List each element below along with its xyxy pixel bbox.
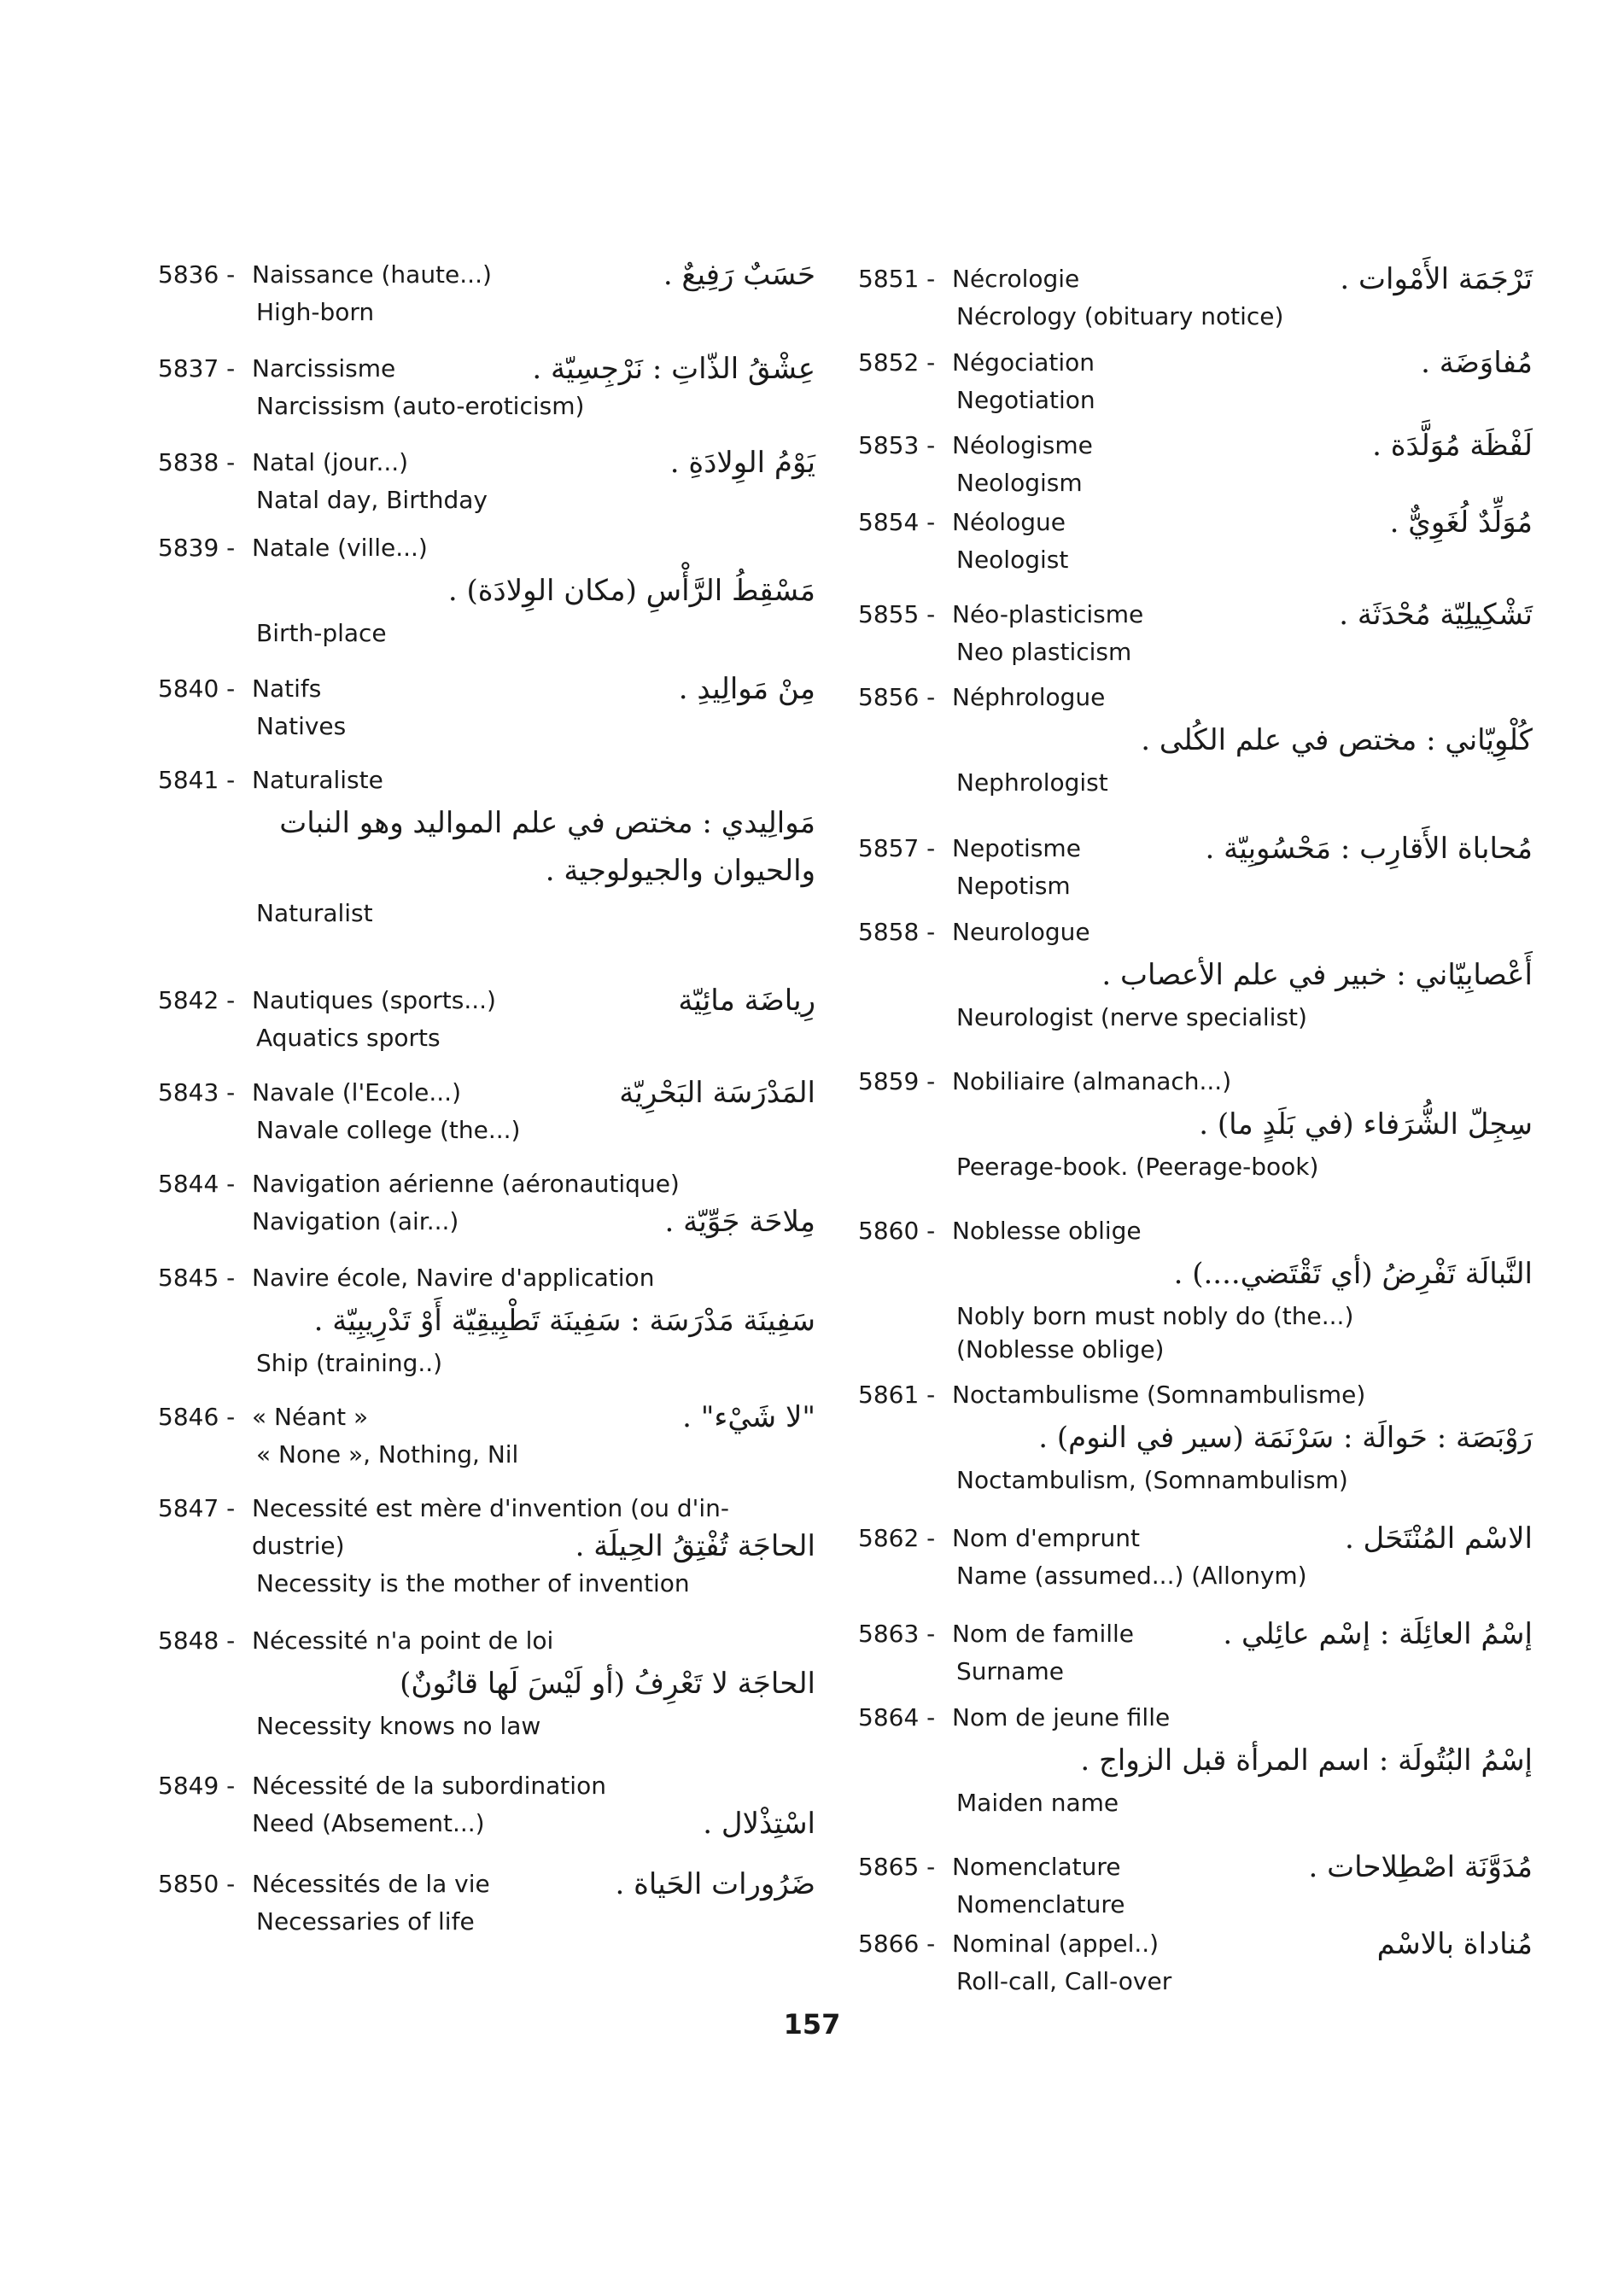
entry-english: Nobly born must nobly do (the...) <box>956 1302 1354 1330</box>
entry-5849 <box>158 1767 815 1842</box>
entry-english: Surname <box>956 1657 1064 1685</box>
entry-english: Nécrology (obituary notice) <box>956 302 1284 330</box>
entry-headword: Négociation <box>952 348 1095 377</box>
entry-headword: Néphrologue <box>952 683 1106 711</box>
entry-number: 5864 - <box>858 1703 936 1731</box>
entry-number: 5859 - <box>858 1067 936 1095</box>
entry-5850 <box>158 1866 815 1941</box>
entry-5844 <box>158 1165 815 1241</box>
entry-number: 5841 - <box>158 766 236 794</box>
entry-arabic: سَفِينَة مَدْرَسَة : سَفِينَة تَطْبِيقِيّة أَوْ تَدْرِيبِيّة . <box>313 1304 815 1338</box>
entry-5864 <box>858 1699 1533 1822</box>
entry-english: Birth-place <box>256 619 387 647</box>
entry-number: 5837 - <box>158 354 236 382</box>
entry-arabic: مِلاحَة جَوِّيّة . <box>664 1205 815 1239</box>
entry-headword: Navale (l'Ecole...) <box>252 1078 461 1106</box>
entry-headword: Natale (ville...) <box>252 534 428 562</box>
entry-arabic: إسْمُ البُتُولَة : اسم المرأة قبل الزواج . <box>1080 1743 1533 1778</box>
entry-arabic: لَفْظَة مُوَلَّدَة . <box>1372 429 1533 463</box>
entry-headword: Natal (jour...) <box>252 448 409 476</box>
entry-number: 5866 - <box>858 1930 936 1958</box>
entry-arabic: كُلْوِيّاني : مختص في علم الكُلى . <box>1141 723 1533 757</box>
entry-english: Name (assumed...) (Allonym) <box>956 1562 1307 1590</box>
entry-headword: Nécessité n'a point de loi <box>252 1626 554 1655</box>
entry-number: 5856 - <box>858 683 936 711</box>
entry-5842 <box>158 982 815 1057</box>
entry-english: Navale college (the...) <box>256 1116 521 1144</box>
entry-5840 <box>158 670 815 745</box>
entry-5846 <box>158 1398 815 1474</box>
entry-5857 <box>858 830 1533 905</box>
entry-arabic: تَشْكِيلِيّة مُحْدَثَة . <box>1339 598 1533 632</box>
entry-5860 <box>858 1212 1533 1364</box>
entry-arabic: الاسْم المُنْتَحَل . <box>1344 1521 1533 1556</box>
entry-headword: Naturaliste <box>252 766 383 794</box>
entry-english: Need (Absement...) <box>252 1809 485 1837</box>
entry-5847 <box>158 1490 815 1603</box>
entry-number: 5865 - <box>858 1853 936 1881</box>
entry-english: High-born <box>256 298 375 326</box>
entry-english: Roll-call, Call-over <box>956 1967 1172 1995</box>
entry-english: Neurologist (nerve specialist) <box>956 1003 1307 1031</box>
entry-5863 <box>858 1615 1533 1690</box>
entry-5853 <box>858 427 1533 502</box>
entry-headword: Necessité est mère d'invention (ou d'in- <box>252 1494 729 1522</box>
entry-english: Ship (training..) <box>256 1349 443 1377</box>
entry-arabic: رَوْبَصَة : حَوالَة : سَرْنَمَة (سير في النوم) . <box>1038 1421 1533 1455</box>
entry-english: Natives <box>256 712 347 740</box>
entry-number: 5850 - <box>158 1870 236 1898</box>
entry-english: Natal day, Birthday <box>256 486 488 514</box>
entry-5866 <box>858 1925 1533 2000</box>
entry-arabic: مَسْقِطُ الرَّأْسِ (مكان الوِلادَة) . <box>447 574 815 608</box>
entry-arabic: مُدَوَّنَة اصْطِلاحات . <box>1308 1850 1533 1884</box>
entry-number: 5843 - <box>158 1078 236 1106</box>
entry-english: Necessity is the mother of invention <box>256 1569 690 1597</box>
entry-headword: Néologue <box>952 508 1066 536</box>
entry-arabic: إسْمُ العائِلَة : إسْم عائِلي . <box>1223 1617 1533 1651</box>
entry-arabic: الحاجَة لا تَعْرِفُ (أو لَيْسَ لَها قانُونٌ) <box>400 1667 815 1701</box>
entry-5861 <box>858 1376 1533 1499</box>
entry-arabic: عِشْقُ الذّاتِ : نَرْجِسِيّة . <box>532 352 815 386</box>
entry-headword-cont: dustrie) <box>252 1532 345 1560</box>
entry-headword: Neurologue <box>952 918 1090 946</box>
entry-english: Nomenclature <box>956 1890 1125 1918</box>
entry-english: Peerage-book. (Peerage-book) <box>956 1153 1319 1181</box>
entry-5851 <box>858 260 1533 336</box>
entry-headword: Néo-plasticisme <box>952 600 1144 628</box>
entry-headword: Navigation aérienne (aéronautique) <box>252 1170 680 1198</box>
entry-number: 5857 - <box>858 834 936 862</box>
entry-number: 5838 - <box>158 448 236 476</box>
entry-arabic: مُناداة بالاسْم <box>1376 1927 1533 1961</box>
entry-arabic: اسْتِذْلال . <box>703 1807 815 1841</box>
entry-arabic: تَرْجَمَة الأَمْوات . <box>1340 262 1533 296</box>
entry-headword: Nom de jeune fille <box>952 1703 1171 1731</box>
entry-number: 5844 - <box>158 1170 236 1198</box>
entry-headword: Noctambulisme (Somnambulisme) <box>952 1381 1366 1409</box>
entry-number: 5847 - <box>158 1494 236 1522</box>
entry-headword: Nécessité de la subordination <box>252 1772 606 1800</box>
entry-headword: Navire école, Navire d'application <box>252 1264 655 1292</box>
entry-5859 <box>858 1063 1533 1186</box>
entry-english: Neologist <box>956 546 1069 574</box>
entry-5854 <box>858 504 1533 579</box>
entry-arabic: مُوَلِّدٌ لُغَوِيٌّ . <box>1389 505 1533 540</box>
entry-arabic: المَدْرَسَة البَحْرِيّة <box>619 1076 815 1110</box>
entry-headword: Nautiques (sports...) <box>252 986 496 1014</box>
entry-arabic: الحاجَة تُفْتِقُ الحِيلَة . <box>575 1529 815 1563</box>
entry-arabic: مِنْ مَوالِيدِ . <box>678 672 815 706</box>
entry-arabic: يَوْمُ الوِلادَةِ . <box>669 446 815 480</box>
entry-arabic: أَعْصابِيّاني : خبير في علم الأعصاب . <box>1101 958 1533 992</box>
entry-5843 <box>158 1074 815 1149</box>
entry-arabic: مُفاوَضَة . <box>1421 346 1533 380</box>
entry-5839 <box>158 529 815 652</box>
entry-headword: Nom de famille <box>952 1620 1135 1648</box>
entry-number: 5842 - <box>158 986 236 1014</box>
entry-5837 <box>158 350 815 425</box>
entry-number: 5853 - <box>858 431 936 459</box>
entry-number: 5848 - <box>158 1626 236 1655</box>
entry-english: Narcissism (auto-eroticism) <box>256 392 585 420</box>
entry-arabic: النَّبالَة تَفْرِضُ (أي تَقْتَضي....) . <box>1173 1257 1533 1291</box>
entry-number: 5863 - <box>858 1620 936 1648</box>
entry-headword: Narcissisme <box>252 354 396 382</box>
entry-number: 5858 - <box>858 918 936 946</box>
entry-headword: « Néant » <box>252 1403 369 1431</box>
entry-english: Necessity knows no law <box>256 1712 541 1740</box>
entry-english: Nepotism <box>956 872 1071 900</box>
entry-number: 5855 - <box>858 600 936 628</box>
entry-english: Negotiation <box>956 386 1095 414</box>
entry-headword: Nepotisme <box>952 834 1081 862</box>
entry-5852 <box>858 344 1533 419</box>
entry-headword: Noblesse oblige <box>952 1217 1142 1245</box>
entry-headword: Nécessités de la vie <box>252 1870 490 1898</box>
entry-number: 5846 - <box>158 1403 236 1431</box>
entry-5848 <box>158 1622 815 1745</box>
entry-5836 <box>158 256 815 331</box>
entry-english: Nephrologist <box>956 768 1108 797</box>
entry-arabic: رِياضَة مائِيّة <box>678 984 815 1018</box>
entry-arabic: حَسَبٌ رَفِيعٌ . <box>663 258 815 292</box>
entry-english: Noctambulism, (Somnambulism) <box>956 1466 1348 1494</box>
entry-english: Navigation (air...) <box>252 1207 459 1235</box>
entry-english: (Noblesse oblige) <box>956 1335 1165 1363</box>
entry-number: 5840 - <box>158 674 236 703</box>
entry-headword: Naissance (haute...) <box>252 260 492 289</box>
entry-headword: Natifs <box>252 674 322 703</box>
entry-5865 <box>858 1848 1533 1924</box>
entry-number: 5839 - <box>158 534 236 562</box>
entry-english: Neologism <box>956 469 1083 497</box>
entry-arabic: "لا شَيْء" . <box>682 1400 815 1434</box>
entry-headword: Nécrologie <box>952 265 1080 293</box>
entry-arabic: مُحاباة الأَقارِب : مَحْسُوبِيّة . <box>1205 832 1533 866</box>
entry-arabic: مَوالِيدي : مختص في علم المواليد وهو النبات <box>279 806 815 840</box>
entry-number: 5836 - <box>158 260 236 289</box>
entry-arabic: ضَرُورات الحَياة . <box>615 1867 815 1901</box>
entry-english: Naturalist <box>256 899 373 927</box>
entry-number: 5851 - <box>858 265 936 293</box>
entry-headword: Néologisme <box>952 431 1093 459</box>
entry-english: Necessaries of life <box>256 1907 475 1936</box>
entry-english: Aquatics sports <box>256 1024 441 1052</box>
entry-number: 5860 - <box>858 1217 936 1245</box>
entry-number: 5849 - <box>158 1772 236 1800</box>
entry-5858 <box>858 914 1533 1036</box>
entry-arabic: سِجِلّ الشُّرَفاء (في بَلَدٍ ما) . <box>1199 1107 1533 1142</box>
entry-headword: Nomenclature <box>952 1853 1121 1881</box>
entry-5838 <box>158 444 815 519</box>
entry-number: 5862 - <box>858 1524 936 1552</box>
entry-5856 <box>858 679 1533 802</box>
page-number: 157 <box>783 2008 841 2041</box>
entry-english: « None », Nothing, Nil <box>256 1440 519 1468</box>
entry-number: 5861 - <box>858 1381 936 1409</box>
entry-5855 <box>858 596 1533 671</box>
entry-headword: Nom d'emprunt <box>952 1524 1140 1552</box>
entry-5841 <box>158 762 815 932</box>
entry-headword: Nobiliaire (almanach...) <box>952 1067 1232 1095</box>
entry-number: 5852 - <box>858 348 936 377</box>
entry-number: 5845 - <box>158 1264 236 1292</box>
entry-5862 <box>858 1520 1533 1595</box>
entry-5845 <box>158 1259 815 1382</box>
entry-english: Maiden name <box>956 1789 1119 1817</box>
entry-headword: Nominal (appel..) <box>952 1930 1160 1958</box>
entry-english: Neo plasticism <box>956 638 1132 666</box>
entry-number: 5854 - <box>858 508 936 536</box>
entry-arabic: والحيوان والجيولوجية . <box>545 854 815 888</box>
